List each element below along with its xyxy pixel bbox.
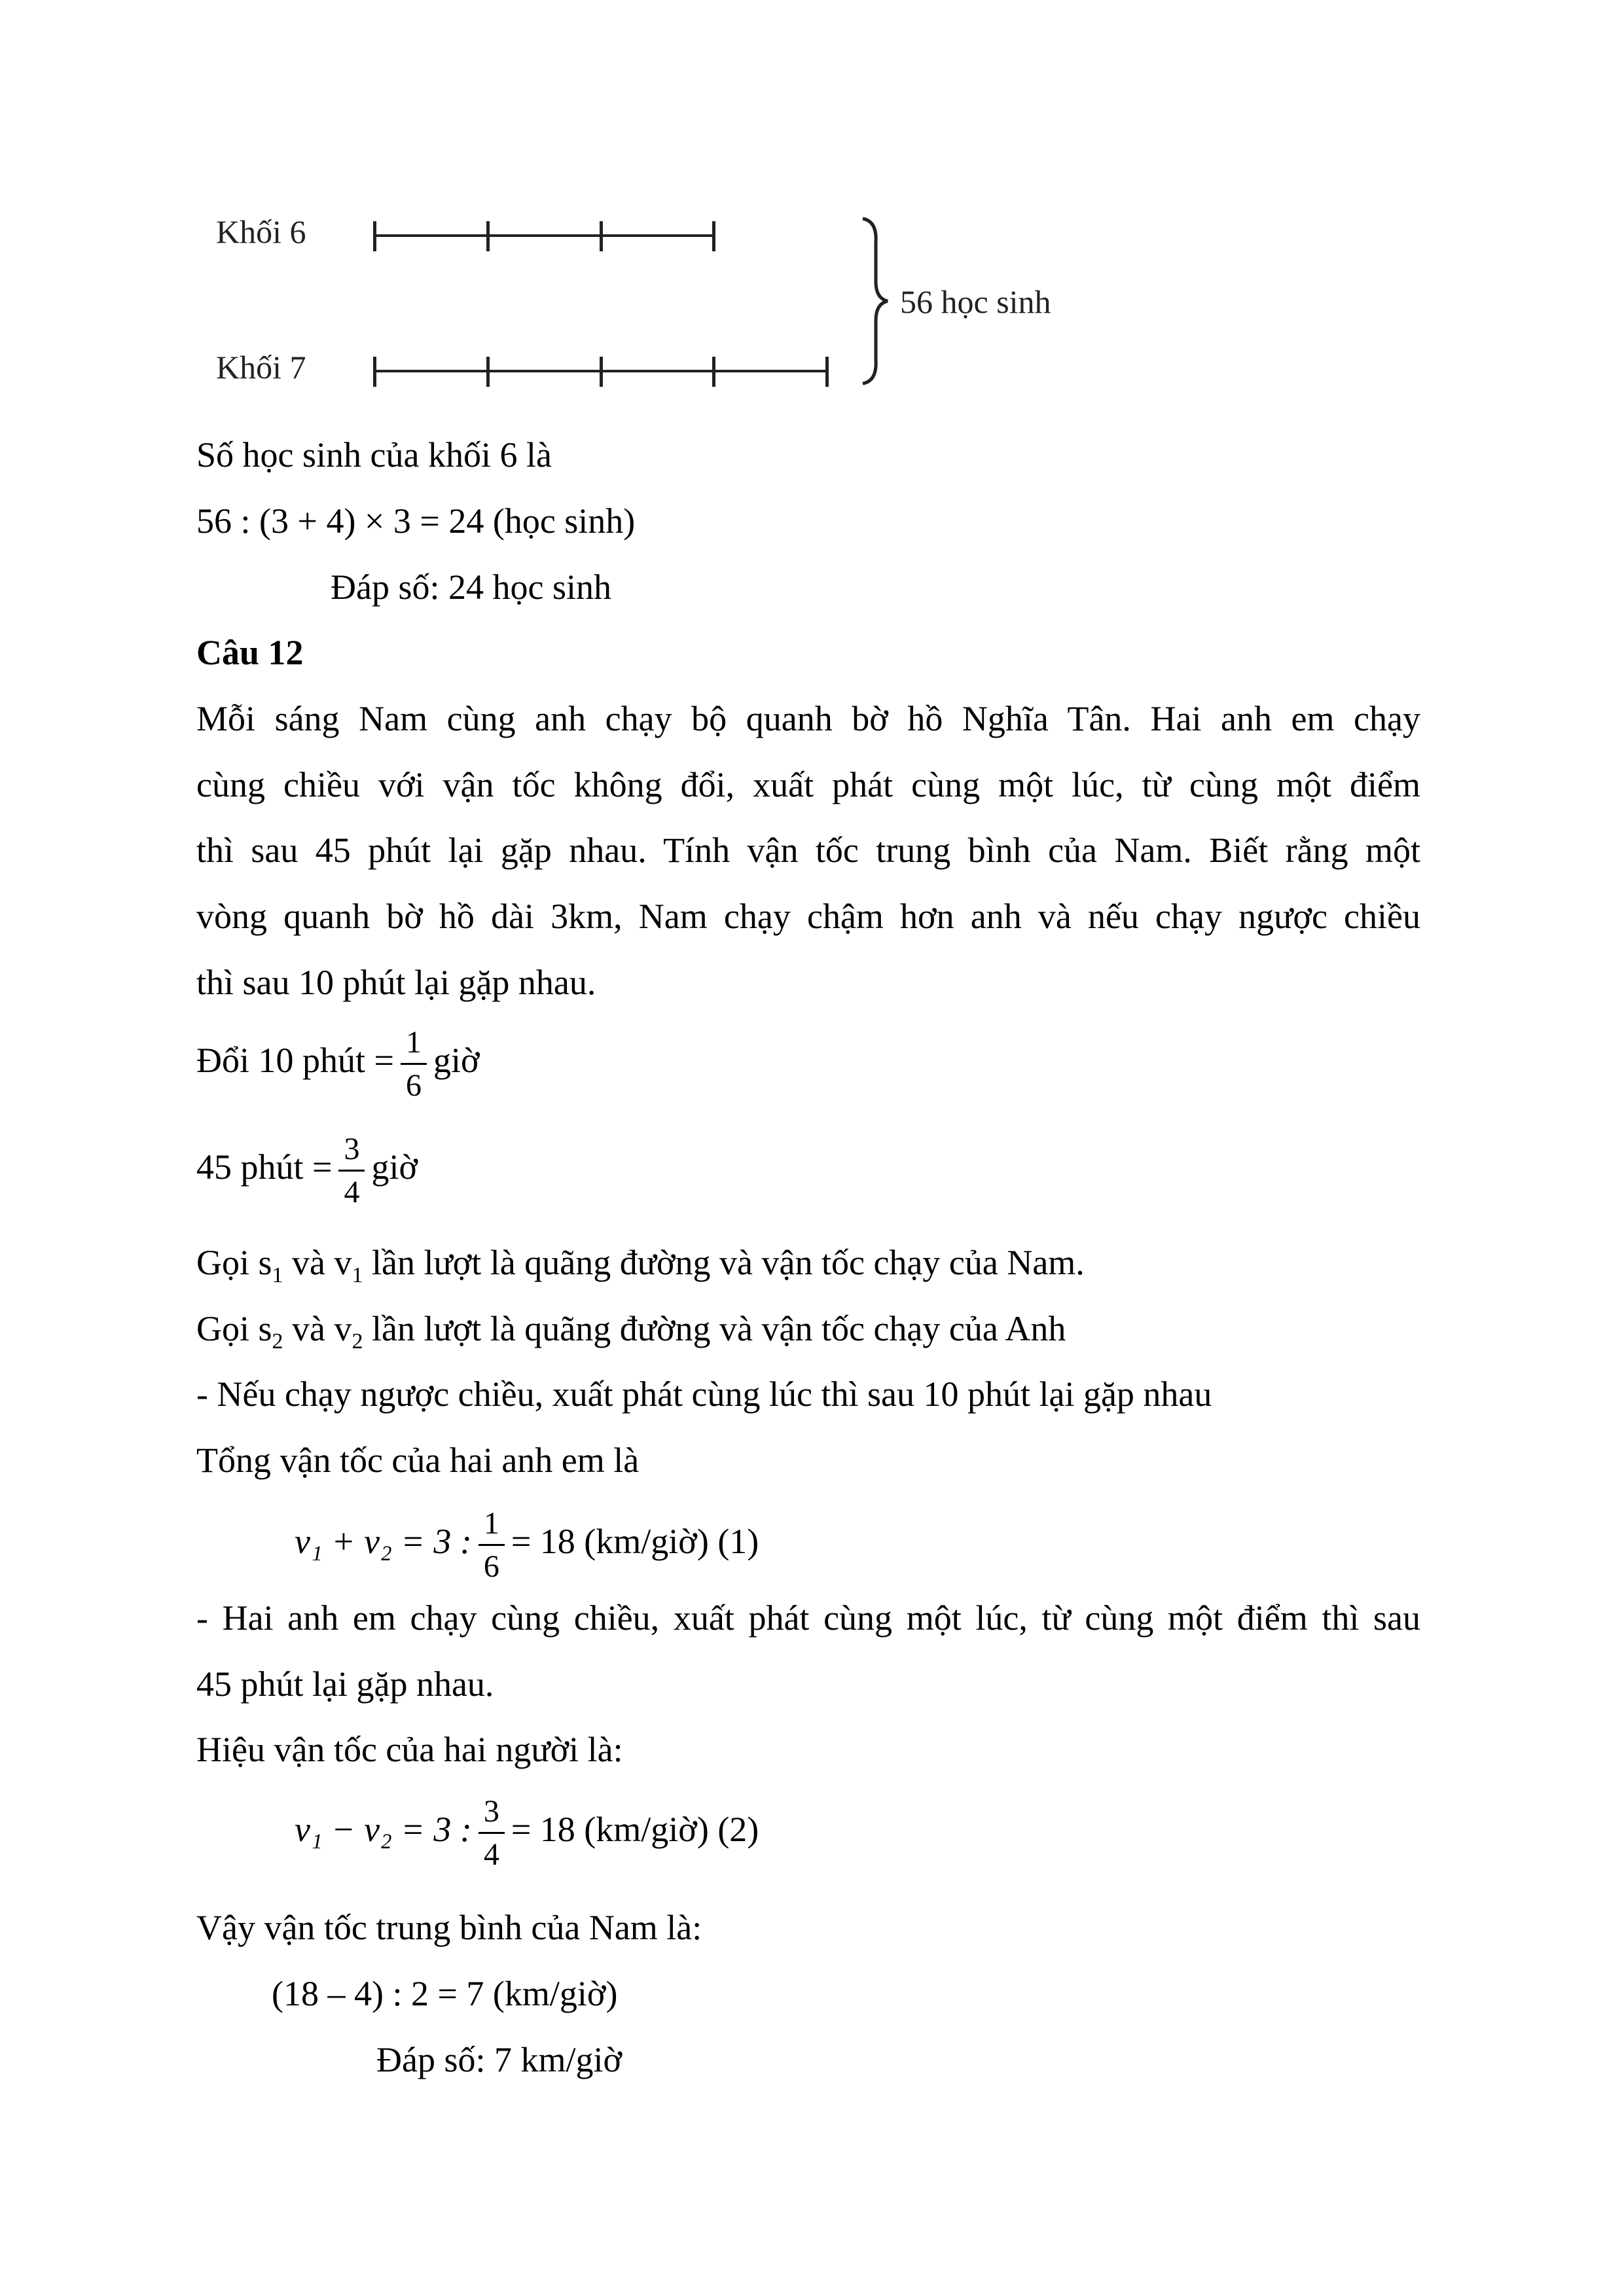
fraction (478, 1793, 505, 1873)
fraction-numerator: 3 (478, 1793, 505, 1834)
khoi-7-tick (600, 357, 603, 387)
subscript: 2 (272, 1329, 283, 1354)
text-part: Gọi s (196, 1243, 272, 1282)
label-khoi-7: Khối 7 (216, 349, 306, 386)
label-khoi-6: Khối 6 (216, 213, 306, 250)
fraction-denominator: 4 (344, 1175, 360, 1210)
khoi-7-tick (486, 357, 490, 387)
subscript: 2 (352, 1329, 363, 1354)
text-part: và v (283, 1243, 352, 1282)
problem-line: thì sau 45 phút lại gặp nhau. Tính vận tốc trung bình của Nam. Biết rằng một (196, 831, 1420, 870)
fraction-numerator: 3 (338, 1131, 365, 1172)
equation-rhs: = 18 (km/giờ) (1) (511, 1522, 759, 1562)
khoi-6-tick (373, 221, 376, 251)
answer-line: Đáp số: 7 km/giờ (376, 2040, 623, 2079)
fraction-numerator: 1 (478, 1505, 505, 1546)
text-part: lần lượt là quãng đường và vận tốc chạy của Nam. (363, 1243, 1085, 1282)
conversion-line-2 (196, 1131, 418, 1210)
subscript: 1 (272, 1263, 283, 1287)
question-title: Câu 12 (196, 633, 304, 672)
answer-line: Đáp số: 24 học sinh (331, 567, 611, 607)
unit-text: giờ (433, 1041, 480, 1081)
total-students-label: 56 học sinh (900, 283, 1051, 320)
text-line: Số học sinh của khối 6 là (196, 435, 552, 475)
khoi-6-tick (486, 221, 490, 251)
khoi-7-tick (825, 357, 829, 387)
khoi-6-bar (373, 234, 713, 237)
fraction (478, 1505, 505, 1585)
definition-line-2 (196, 1311, 1066, 1353)
khoi-7-tick (373, 357, 376, 387)
fraction-denominator: 6 (405, 1068, 422, 1103)
segment-diagram (196, 190, 1113, 406)
problem-line: Mỗi sáng Nam cùng anh chạy bộ quanh bờ hồ Nghĩa Tân. Hai anh em chạy (196, 699, 1420, 738)
calc-line: (18 – 4) : 2 = 7 (km/giờ) (272, 1974, 618, 2013)
text-part: lần lượt là quãng đường và vận tốc chạy của Anh (363, 1309, 1066, 1348)
fraction (338, 1131, 365, 1210)
text-line: 45 phút lại gặp nhau. (196, 1664, 494, 1704)
fraction-denominator: 4 (483, 1837, 499, 1873)
fraction-denominator: 6 (483, 1549, 499, 1585)
text-part: Gọi s (196, 1309, 272, 1348)
text-line: Hiệu vận tốc của hai người là: (196, 1730, 623, 1769)
calc-line: 56 : (3 + 4) × 3 = 24 (học sinh) (196, 501, 636, 541)
conversion-text: Đổi 10 phút = (196, 1041, 394, 1081)
equation-rhs: = 18 (km/giờ) (2) (511, 1810, 759, 1850)
problem-line: thì sau 10 phút lại gặp nhau. (196, 963, 596, 1002)
right-brace (857, 216, 897, 386)
conversion-line-1 (196, 1024, 480, 1103)
fraction-numerator: 1 (401, 1024, 427, 1065)
equation-1 (295, 1505, 759, 1585)
text-line: - Nếu chạy ngược chiều, xuất phát cùng lúc thì sau 10 phút lại gặp nhau (196, 1374, 1212, 1414)
khoi-6-tick (712, 221, 715, 251)
fraction (401, 1024, 427, 1103)
subscript: 1 (352, 1263, 363, 1287)
text-part: và v (283, 1309, 352, 1348)
khoi-7-tick (712, 357, 715, 387)
text-line: Vậy vận tốc trung bình của Nam là: (196, 1908, 702, 1947)
definition-line-1 (196, 1245, 1085, 1287)
khoi-6-tick (600, 221, 603, 251)
equation-lhs: v₁ + v₂ = 3 : (295, 1522, 472, 1562)
text-line: Tổng vận tốc của hai anh em là (196, 1441, 640, 1480)
conversion-text: 45 phút = (196, 1147, 333, 1187)
unit-text: giờ (371, 1147, 418, 1187)
equation-2 (295, 1793, 759, 1873)
problem-line: vòng quanh bờ hồ dài 3km, Nam chạy chậm hơn anh và nếu chạy ngược chiều (196, 897, 1420, 936)
equation-lhs: v₁ − v₂ = 3 : (295, 1810, 472, 1850)
text-line: - Hai anh em chạy cùng chiều, xuất phát cùng một lúc, từ cùng một điểm thì sau (196, 1598, 1420, 1638)
problem-line: cùng chiều với vận tốc không đổi, xuất phát cùng một lúc, từ cùng một điểm (196, 765, 1420, 804)
